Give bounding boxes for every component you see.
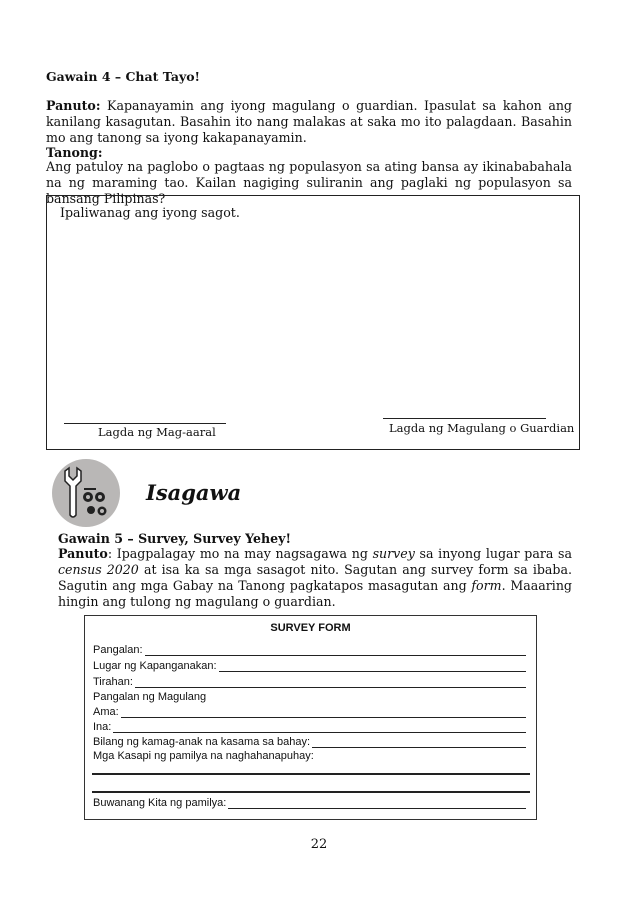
section-heading: Isagawa [146,480,242,505]
field-tirahan [93,674,526,688]
kasapi-input-line-1[interactable] [92,773,530,775]
field-lugar [93,658,526,672]
kasapi-input-line-2[interactable] [92,791,530,793]
ina-input[interactable] [113,720,526,733]
field-kasapi [93,748,526,762]
parent-signature-label: Lagda ng Magulang o Guardian [389,421,575,435]
field-label: Ina: [93,721,112,733]
instructions-text: Kapanayamin ang iyong magulang o guardian. Ipasulat sa kahon ang kanilang kasagutan. Basahin ito nang malakas at saka mo ito palagdaan. Basahin mo ang tanong sa iyong kakapanayamin. [46,98,572,145]
field-label: Tirahan: [93,676,133,688]
page-number: 22 [310,837,328,852]
field-label: Mga Kasapi ng pamilya na naghahanapuhay: [93,750,314,762]
census-term: census 2020 [58,562,139,577]
activity5-instructions [58,546,572,610]
student-signature-label: Lagda ng Mag-aaral [98,425,216,439]
form-term: form [471,578,502,593]
bilang-input[interactable] [312,735,526,748]
lugar-input[interactable] [219,659,526,672]
field-ina [93,719,526,733]
tirahan-input[interactable] [135,675,526,688]
answer-box[interactable] [46,195,580,450]
field-label: Pangalan ng Magulang [93,691,207,703]
field-label: Bilang ng kamag-anak na kasama sa bahay: [93,736,311,748]
survey-form-title: SURVEY FORM [270,622,351,634]
field-label: Lugar ng Kapanganakan: [93,660,217,672]
activity5-title: Gawain 5 – Survey, Survey Yehey! [58,531,292,546]
field-label: Buwanang Kita ng pamilya: [93,797,227,809]
student-signature-line[interactable] [64,423,226,424]
ama-input[interactable] [121,705,526,718]
survey-term: survey [372,546,415,561]
parent-signature-line[interactable] [383,418,546,419]
instructions-text: sa inyong lugar para sa [414,546,572,561]
field-label: Ama: [93,706,119,718]
activity4-instructions [46,98,572,146]
instructions-text: . Maaaring hingin ang tulong ng magulang o guardian. [58,578,572,609]
question-label: Tanong: [46,145,103,160]
kita-input[interactable] [228,796,526,809]
instructions-label: Panuto: [46,98,101,113]
instructions-label: Panuto [58,546,108,561]
field-label: Pangalan: [93,644,143,656]
answer-prompt: Ipaliwanag ang iyong sagot. [60,205,240,220]
field-pangalan-magulang [93,689,526,703]
instructions-text: : Ipagpalagay mo na may nagsagawa ng [107,546,373,561]
wrench-tools-icon [52,459,120,527]
field-kita [93,795,526,809]
question-text: Ang patuloy na paglobo o pagtaas ng populasyon sa ating bansa ay ikinababahala na ng maraming tao. Kailan nagiging suliranin ang paglaki ng populasyon sa bansang Pilipinas? [46,159,572,206]
pangalan-input[interactable] [145,643,526,656]
field-bilang [93,734,526,748]
activity4-title: Gawain 4 – Chat Tayo! [46,69,201,84]
field-pangalan [93,642,526,656]
instructions-text: at isa ka sa mga sasagot nito. Sagutan ang survey form sa ibaba. Sagutin ang mga Gabay na Tanong pagkatapos masagutan ang [58,562,572,593]
field-ama [93,704,526,718]
